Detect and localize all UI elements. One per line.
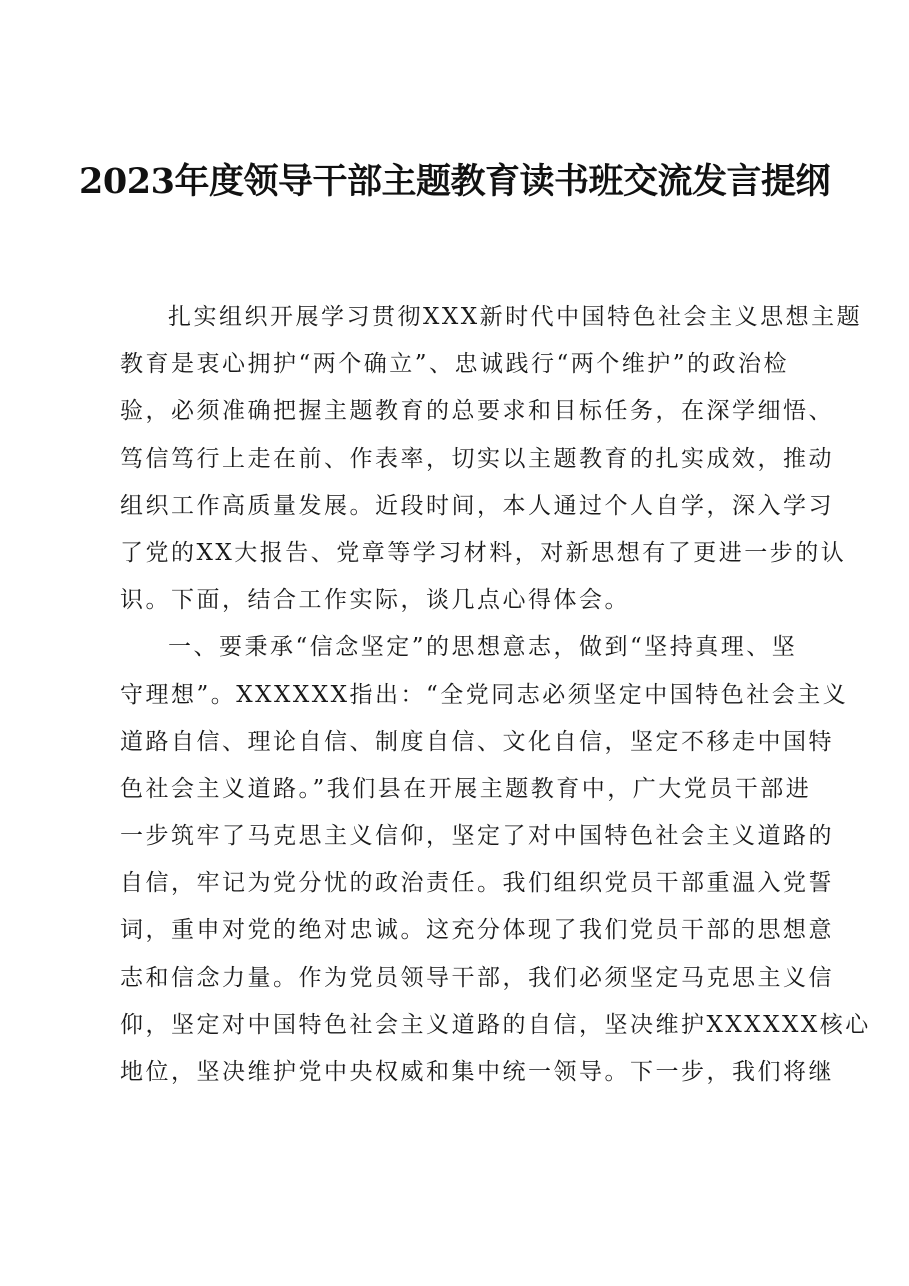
body-line: 一、要秉承“信念坚定”的思想意志，做到“坚持真理、坚 xyxy=(168,634,798,661)
document-body xyxy=(120,294,871,1096)
body-line: 色社会主义道路。”我们县在开展主题教育中，广大党员干部进 xyxy=(120,775,812,802)
body-line: 守理想”。XXXXXX指出：“全党同志必须坚定中国特色社会主义 xyxy=(120,681,849,708)
body-line: 识。下面，结合工作实际，谈几点心得体会。 xyxy=(120,587,630,614)
body-line: 地位，坚决维护党中央权威和集中统一领导。下一步，我们将继 xyxy=(120,1059,834,1085)
body-line: 志和信念力量。作为党员领导干部，我们必须坚定马克思主义信 xyxy=(120,964,834,991)
body-line: 组织工作高质量发展。近段时间，本人通过个人自学，深入学习 xyxy=(120,492,834,519)
body-line: 教育是衷心拥护“两个确立”、忠诚践行“两个维护”的政治检 xyxy=(120,351,790,378)
document-title: 2023年度领导干部主题教育读书班交流发言提纲 xyxy=(79,161,830,202)
body-line: 笃信笃行上走在前、作表率，切实以主题教育的扎实成效，推动 xyxy=(120,445,834,472)
body-line: 验，必须准确把握主题教育的总要求和目标任务，在深学细悟、 xyxy=(120,398,834,425)
body-line: 自信，牢记为党分忧的政治责任。我们组织党员干部重温入党誓 xyxy=(120,870,834,897)
body-line: 了党的XX大报告、党章等学习材料，对新思想有了更进一步的认 xyxy=(120,539,847,566)
body-line: 一步筑牢了马克思主义信仰，坚定了对中国特色社会主义道路的 xyxy=(120,823,834,850)
body-line: 扎实组织开展学习贯彻XXX新时代中国特色社会主义思想主题 xyxy=(168,304,863,330)
body-line: 道路自信、理论自信、制度自信、文化自信，坚定不移走中国特 xyxy=(120,728,834,755)
body-line: 仰，坚定对中国特色社会主义道路的自信，坚决维护XXXXXX核心 xyxy=(120,1011,871,1038)
body-line: 词，重申对党的绝对忠诚。这充分体现了我们党员干部的思想意 xyxy=(120,917,834,944)
